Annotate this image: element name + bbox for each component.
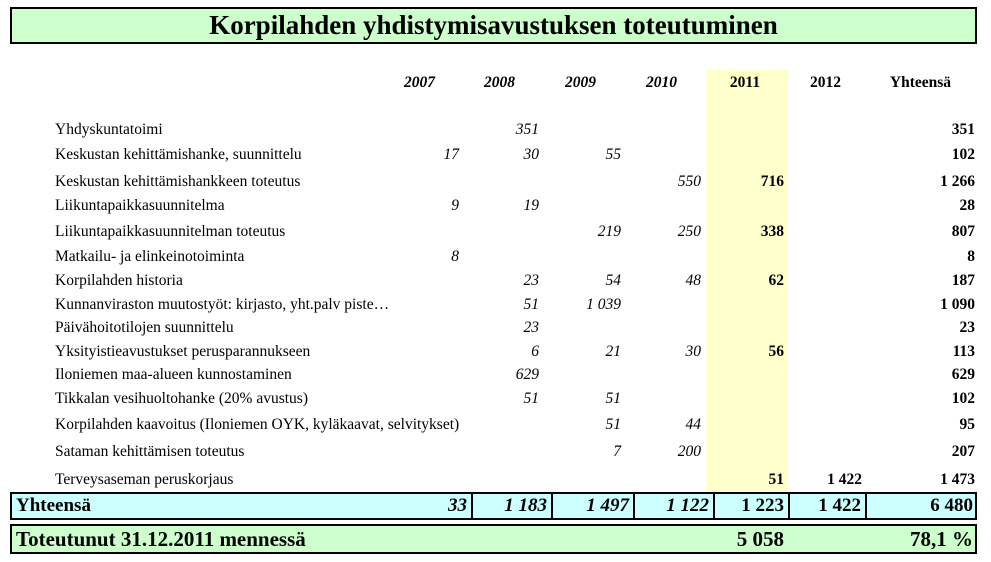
cell-2009: 1 039	[586, 296, 621, 313]
cell-total: 629	[951, 366, 975, 383]
divider	[713, 494, 715, 518]
cell-2008	[460, 469, 539, 491]
cell-2011	[706, 294, 784, 316]
cell-2012	[789, 119, 862, 141]
cell-2008: 51	[523, 390, 539, 407]
cell-2008: 6	[531, 343, 539, 360]
cell-total: 1 473	[940, 471, 975, 488]
table-row	[0, 246, 991, 268]
cell-2009	[540, 469, 621, 491]
cell-2007	[380, 294, 459, 316]
cell-2011: 338	[760, 223, 784, 240]
cell-2010	[622, 469, 701, 491]
cell-2012	[789, 341, 862, 363]
header-row	[0, 72, 991, 94]
cell-2012	[789, 246, 862, 268]
realized-percent: 78,1 %	[910, 527, 973, 551]
header-2007: 2007	[404, 74, 435, 91]
cell-2011: 716	[760, 173, 784, 190]
cell-2007: 17	[443, 146, 459, 163]
cell-2012	[789, 441, 862, 463]
cell-total: 807	[951, 223, 975, 240]
summary-2010: 1 122	[666, 495, 709, 516]
row-label: Liikuntapaikkasuunnitelma	[55, 197, 225, 214]
cell-total: 187	[951, 272, 975, 289]
cell-total: 102	[951, 146, 975, 163]
cell-total: 207	[951, 443, 975, 460]
cell-2008: 629	[515, 366, 539, 383]
cell-2011	[706, 119, 784, 141]
cell-2010	[622, 246, 701, 268]
cell-2008: 51	[523, 296, 539, 313]
cell-2009	[540, 119, 621, 141]
cell-2011: 62	[768, 272, 784, 289]
cell-2012	[789, 221, 862, 243]
cell-2010	[622, 119, 701, 141]
cell-2012	[789, 294, 862, 316]
cell-2012	[789, 144, 862, 166]
table-row	[0, 414, 991, 436]
cell-2008	[460, 221, 539, 243]
cell-2009: 51	[605, 390, 621, 407]
cell-total: 23	[959, 319, 975, 336]
divider	[788, 494, 790, 518]
page-title: Korpilahden yhdistymisavustuksen toteutuminen	[10, 7, 977, 44]
cell-2010	[622, 144, 701, 166]
cell-2010: 250	[677, 223, 701, 240]
header-2010: 2010	[646, 74, 677, 91]
cell-2009: 51	[605, 416, 621, 433]
cell-2011	[706, 364, 784, 386]
header-2011: 2011	[729, 74, 761, 91]
row-label: Korpilahden historia	[55, 272, 183, 289]
cell-2011: 51	[768, 471, 784, 488]
cell-2007	[380, 119, 459, 141]
table-row	[0, 469, 991, 491]
realized-label: Toteutunut 31.12.2011 mennessä	[16, 527, 306, 551]
cell-2007	[380, 364, 459, 386]
cell-2008	[460, 441, 539, 463]
summary-2012: 1 422	[818, 495, 861, 516]
cell-total: 351	[951, 121, 975, 138]
cell-total: 113	[952, 343, 975, 360]
cell-total: 102	[951, 390, 975, 407]
cell-2009	[540, 195, 621, 217]
summary-2011: 1 223	[741, 495, 784, 516]
cell-2007	[380, 469, 459, 491]
table-row	[0, 294, 991, 316]
cell-2007	[380, 441, 459, 463]
cell-2009	[540, 246, 621, 268]
realized-amount: 5 058	[736, 527, 784, 551]
cell-2011	[706, 441, 784, 463]
cell-2011	[706, 317, 784, 339]
cell-2008	[460, 171, 539, 193]
cell-2008: 19	[523, 197, 539, 214]
cell-2007	[380, 270, 459, 292]
table-row	[0, 144, 991, 166]
table-row	[0, 221, 991, 243]
cell-2007: 9	[451, 197, 459, 214]
row-label: Iloniemen maa-alueen kunnostaminen	[55, 366, 292, 383]
cell-2007	[380, 414, 459, 436]
row-label: Kunnanviraston muutostyöt: kirjasto, yht.palv piste…	[55, 296, 390, 313]
header-2008: 2008	[484, 74, 515, 91]
cell-2007	[380, 221, 459, 243]
row-label: Päivähoitotilojen suunnittelu	[55, 319, 234, 336]
cell-2008: 23	[523, 272, 539, 289]
header-total: Yhteensä	[889, 74, 952, 91]
cell-total: 8	[967, 248, 975, 265]
cell-2010	[622, 317, 701, 339]
row-label: Yksityistieavustukset perusparannukseen	[55, 343, 311, 360]
cell-2008: 30	[523, 146, 539, 163]
summary-2009: 1 497	[586, 495, 629, 516]
cell-total: 1 266	[940, 173, 975, 190]
cell-2010	[622, 388, 701, 410]
cell-2011	[706, 246, 784, 268]
table-row	[0, 119, 991, 141]
cell-2007	[380, 317, 459, 339]
cell-2009	[540, 317, 621, 339]
cell-2009: 55	[605, 146, 621, 163]
table-row	[0, 441, 991, 463]
cell-2008: 351	[515, 121, 539, 138]
cell-2010	[622, 294, 701, 316]
cell-2012	[789, 195, 862, 217]
table-row	[0, 171, 991, 193]
cell-2011	[706, 388, 784, 410]
cell-2009: 219	[597, 223, 621, 240]
cell-2009: 21	[605, 343, 621, 360]
cell-2009: 7	[613, 443, 621, 460]
row-label: Liikuntapaikkasuunnitelman toteutus	[55, 223, 286, 240]
cell-2011: 56	[768, 343, 784, 360]
header-2009: 2009	[565, 74, 596, 91]
cell-2009: 54	[605, 272, 621, 289]
row-label: Matkailu- ja elinkeinotoiminta	[55, 248, 245, 265]
cell-2007	[380, 341, 459, 363]
row-label: Terveysaseman peruskorjaus	[55, 471, 234, 488]
cell-2009	[540, 171, 621, 193]
cell-2011	[706, 144, 784, 166]
cell-2012	[789, 364, 862, 386]
cell-2011	[706, 195, 784, 217]
cell-2010: 44	[685, 416, 701, 433]
row-label: Yhdyskuntatoimi	[55, 121, 163, 138]
row-label: Sataman kehittämisen toteutus	[55, 443, 245, 460]
divider	[865, 494, 867, 518]
table-row	[0, 195, 991, 217]
summary-label: Yhteensä	[16, 495, 91, 516]
cell-2010	[622, 195, 701, 217]
cell-2012	[789, 171, 862, 193]
cell-total: 95	[959, 416, 975, 433]
summary-2008: 1 183	[504, 495, 547, 516]
table-row	[0, 388, 991, 410]
cell-2012	[789, 270, 862, 292]
cell-2010	[622, 364, 701, 386]
cell-2012: 1 422	[827, 471, 862, 488]
cell-2009	[540, 364, 621, 386]
cell-2010: 48	[685, 272, 701, 289]
cell-2007	[380, 171, 459, 193]
realized-row	[10, 524, 977, 554]
cell-2008	[460, 246, 539, 268]
table-row	[0, 364, 991, 386]
summary-total: 6 480	[930, 495, 973, 516]
cell-2007	[380, 388, 459, 410]
row-label: Tikkalan vesihuoltohanke (20% avustus)	[55, 390, 308, 407]
row-label: Keskustan kehittämishankkeen toteutus	[55, 173, 301, 190]
cell-2011	[706, 414, 784, 436]
cell-2008	[460, 414, 539, 436]
table-row	[0, 270, 991, 292]
table-row	[0, 341, 991, 363]
cell-2012	[789, 388, 862, 410]
cell-2010: 550	[677, 173, 701, 190]
cell-total: 1 090	[940, 296, 975, 313]
cell-2012	[789, 317, 862, 339]
row-label: Korpilahden kaavoitus (Iloniemen OYK, kyläkaavat, selvitykset)	[55, 416, 460, 433]
cell-2010: 30	[685, 343, 701, 360]
header-2012: 2012	[810, 74, 841, 91]
summary-row	[10, 492, 977, 520]
cell-total: 28	[959, 197, 975, 214]
cell-2010: 200	[677, 443, 701, 460]
cell-2012	[789, 414, 862, 436]
cell-2007: 8	[451, 248, 459, 265]
table-row	[0, 317, 991, 339]
row-label: Keskustan kehittämishanke, suunnittelu	[55, 146, 302, 163]
summary-2007: 33	[448, 495, 467, 516]
cell-2008: 23	[523, 319, 539, 336]
